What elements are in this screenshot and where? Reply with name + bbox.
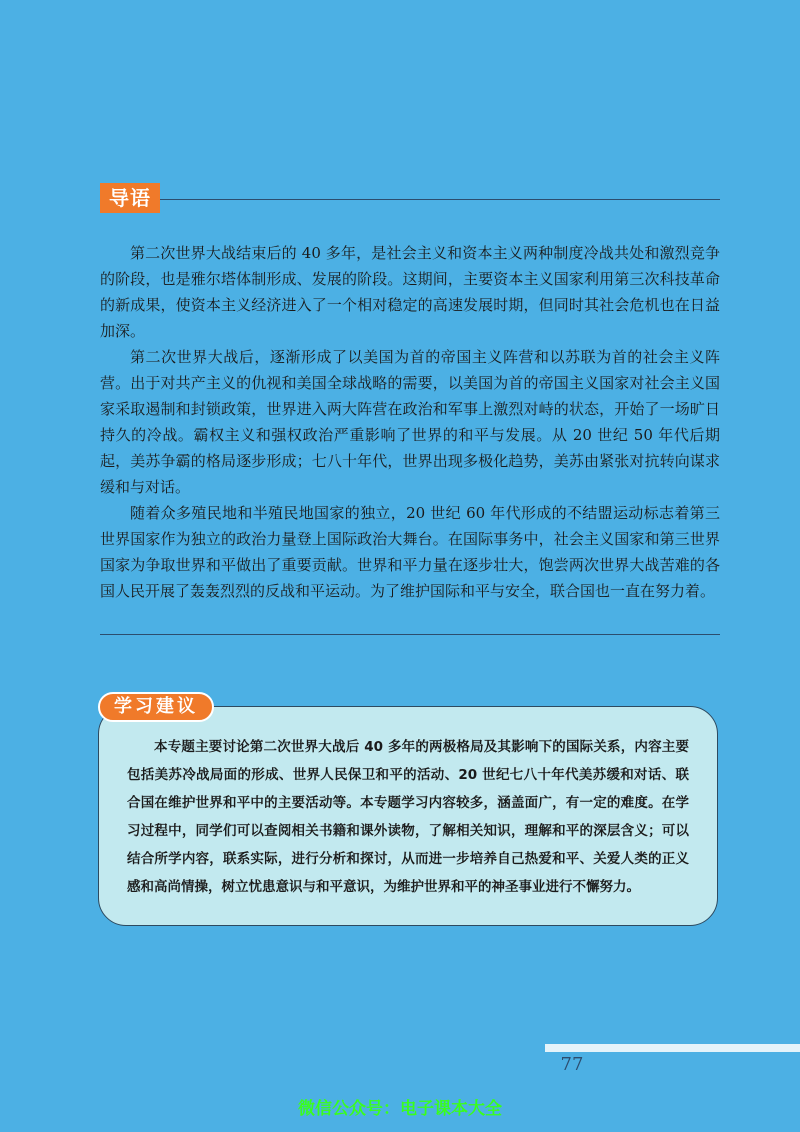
intro-heading: 导语	[100, 183, 160, 213]
page-number: 77	[560, 1054, 584, 1075]
intro-text	[100, 240, 720, 604]
section-divider	[100, 634, 720, 635]
intro-paragraph: 随着众多殖民地和半殖民地国家的独立，20 世纪 60 年代形成的不结盟运动标志着第三世界国家作为独立的政治力量登上国际政治大舞台。在国际事务中，社会主义国家和第三世界国家为争取世界和平做出了重要贡献。世界和平力量在逐步壮大，饱尝两次世界大战苦难的各国人民开展了轰轰烈烈的反战和平运动。为了维护国际和平与安全，联合国也一直在努力着。	[100, 504, 720, 600]
study-advice-text: 本专题主要讨论第二次世界大战后 40 多年的两极格局及其影响下的国际关系，内容主要包括美苏冷战局面的形成、世界人民保卫和平的活动、20 世纪七八十年代美苏缓和对话、联合国在维护世界和平中的主要活动等。本专题学习内容较多，涵盖面广，有一定的难度。在学习过程中，同学们可以查阅相关书籍和课外读物，了解相关知识，理解和平的深层含义；可以结合所学内容，联系实际，进行分析和探讨，从而进一步培养自己热爱和平、关爱人类的正义感和高尚情操，树立忧患意识与和平意识，为维护世界和平的神圣事业进行不懈努力。	[127, 739, 689, 895]
study-advice-heading: 学习建议	[98, 692, 214, 722]
intro-divider	[160, 199, 720, 200]
watermark: 微信公众号：电子课本大全	[298, 1099, 502, 1119]
page-number-bar	[545, 1044, 800, 1052]
study-advice-box	[98, 706, 718, 926]
intro-paragraph: 第二次世界大战后，逐渐形成了以美国为首的帝国主义阵营和以苏联为首的社会主义阵营。出于对共产主义的仇视和美国全球战略的需要，以美国为首的帝国主义国家对社会主义国家采取遏制和封锁政策，世界进入两大阵营在政治和军事上激烈对峙的状态，开始了一场旷日持久的冷战。霸权主义和强权政治严重影响了世界的和平与发展。从 20 世纪 50 年代后期起，美苏争霸的格局逐步形成；七八十年代，世界出现多极化趋势，美苏由紧张对抗转向谋求缓和与对话。	[100, 348, 720, 496]
intro-paragraph: 第二次世界大战结束后的 40 多年，是社会主义和资本主义两种制度冷战共处和激烈竞争的阶段，也是雅尔塔体制形成、发展的阶段。这期间，主要资本主义国家利用第三次科技革命的新成果，使资本主义经济进入了一个相对稳定的高速发展时期，但同时其社会危机也在日益加深。	[100, 244, 720, 340]
